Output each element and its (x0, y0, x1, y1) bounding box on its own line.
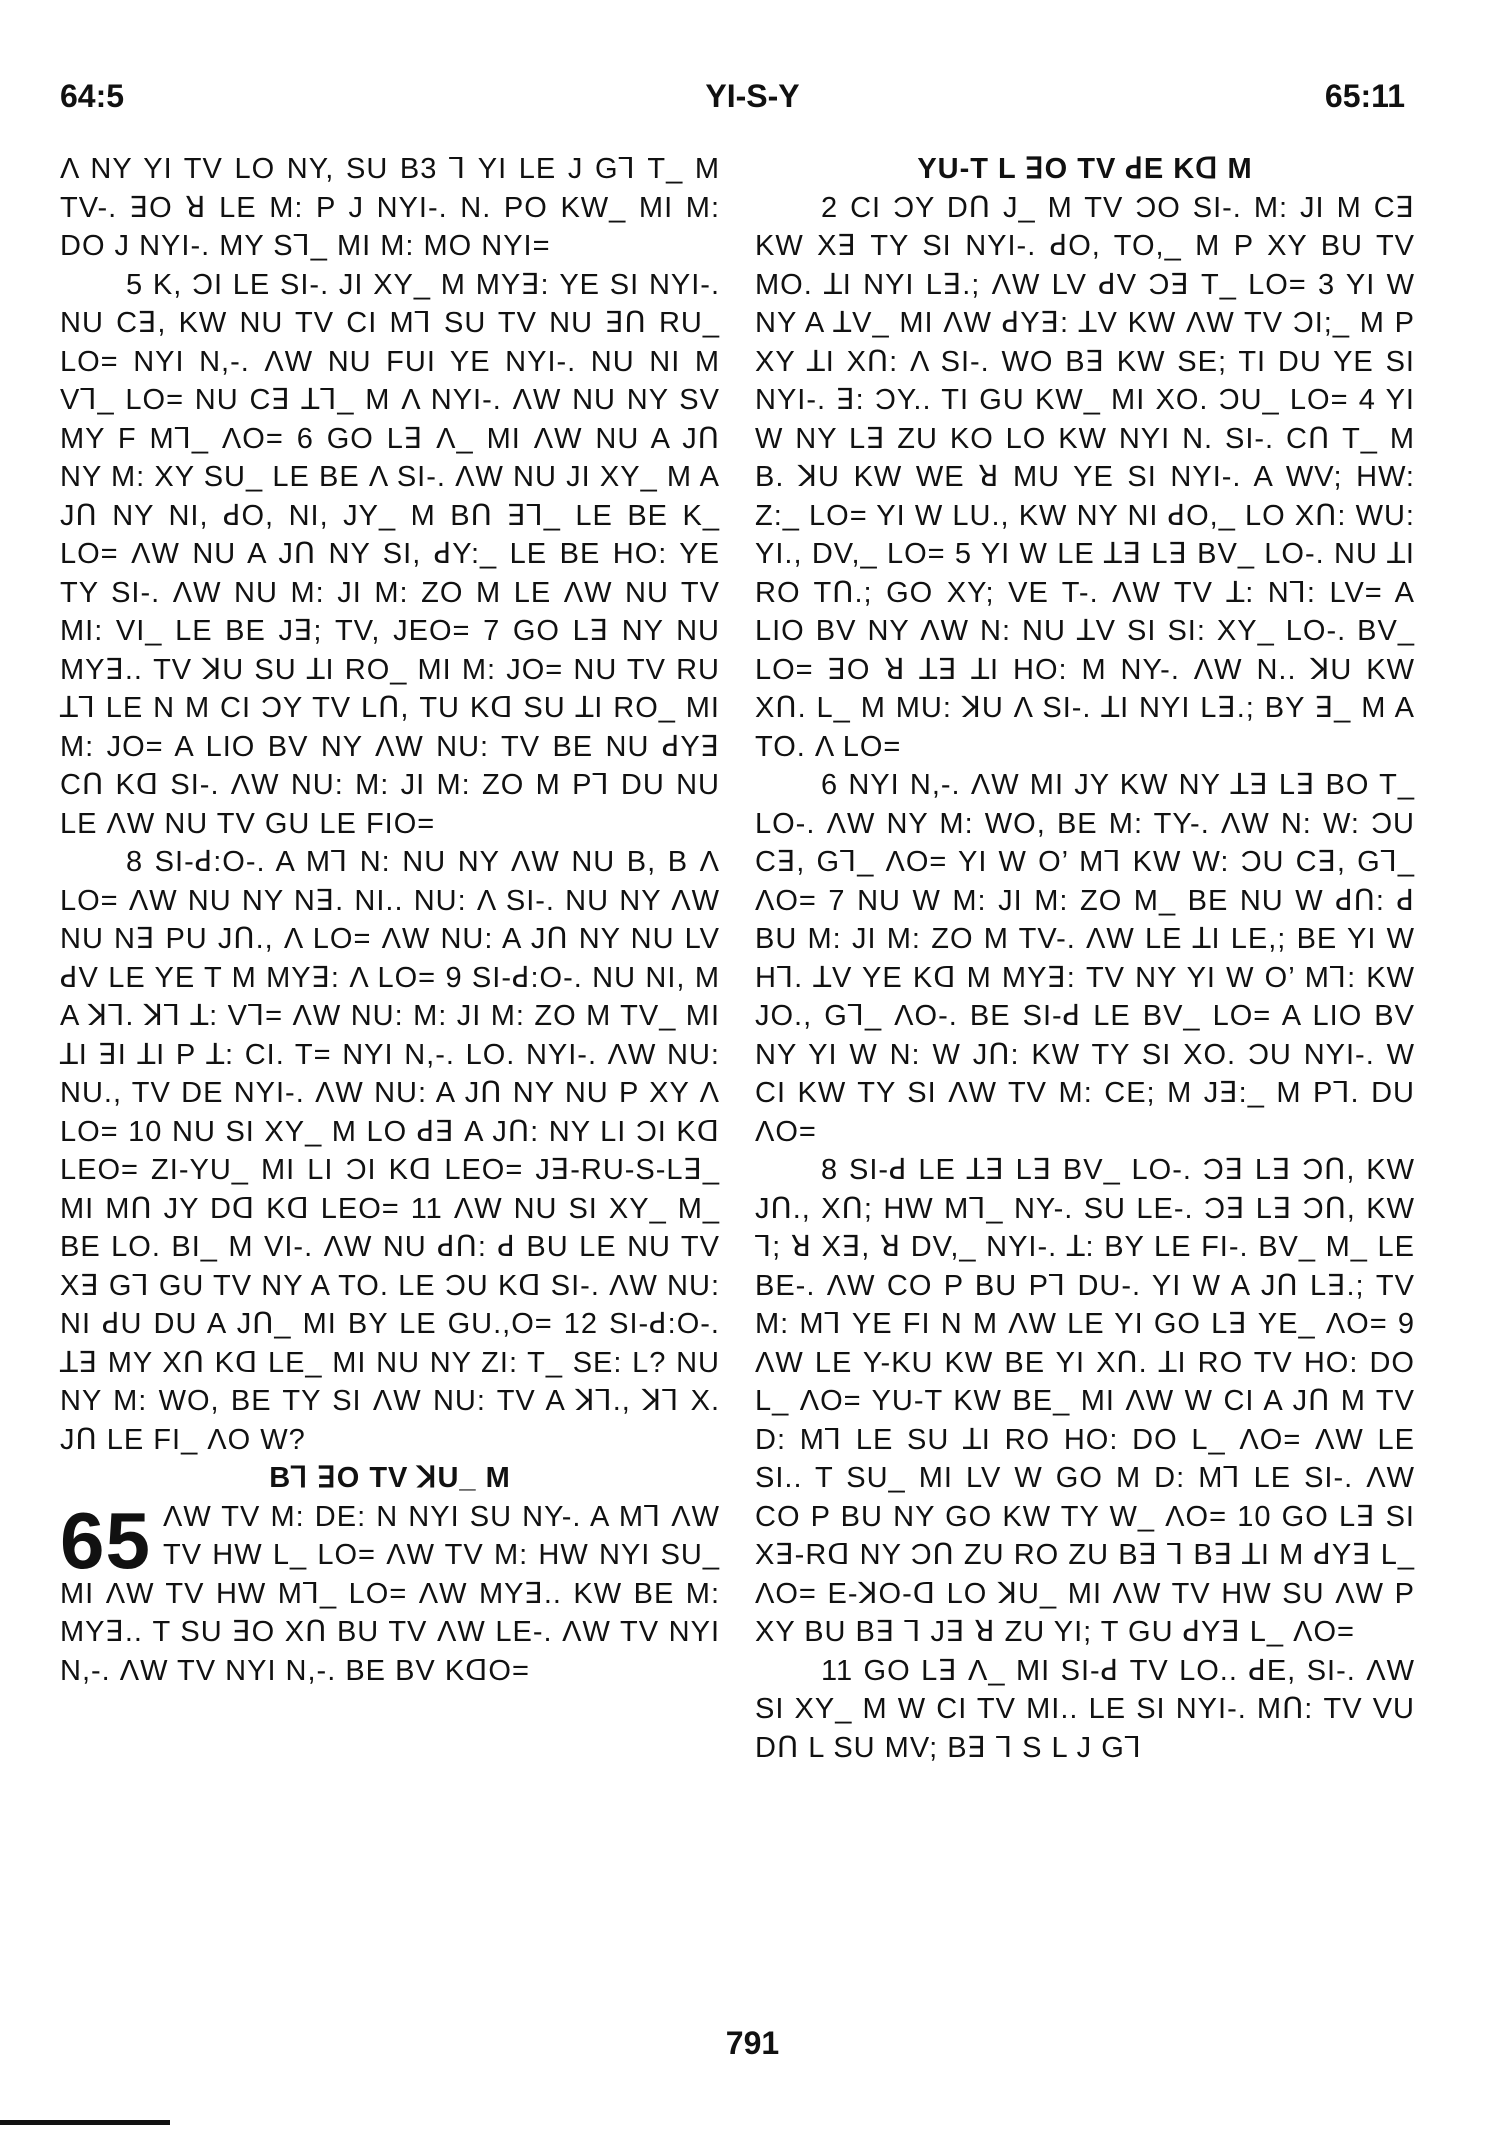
verse-paragraph: Λ NY YI TV LO NY, SU B3 ꓶ YI LE J Gꓶ T_ M TV-. ꓱO ꓤ LE M: P J NYI-. N. PO KW_ MI M: DO J NYI-. MY Sꓶ_ MI M: MO NYI= (60, 153, 720, 262)
verse-paragraph: 5 K, ƆI LE SI-. JI XY_ M MYꓱ: YE SI NYI-. NU Cꓱ, KW NU TV CI Mꓶ SU TV NU ꓱՈ RU_ LO= NYI N,-. ΛW NU FUI YE NYI-. NU NI M Vꓶ_ LO= NU Cꓱ ꓕꓶ_ M Λ NYI-. ΛW NU NY SV MY F Mꓶ_ ΛO= 6 GO Lꓱ Λ_ MI ΛW NU A JՈ NY M: XY SU_ LE BE Λ SI-. ΛW NU JI XY_ M A JՈ NY NI, ꓒO, NI, JY_ M BՈ ꓱꓶ_ LE BE K_ LO= ΛW NU A JՈ NY SI, ꓒY:_ LE BE HO: YE TY SI-. ΛW NU M: JI M: ZO M LE ΛW NU TV MI: VI_ LE BE Jꓱ; TV, JEO= 7 GO Lꓱ NY NU MYꓱ.. TV ꓘU SU ꓕI RO_ MI M: JO= NU TV RU ꓕꓶ LE N M CI ƆY TV LՈ, TU Kꓷ SU ꓕI RO_ MI M: JO= A LIO BV NY ΛW NU: TV BE NU ꓒYꓱ CՈ Kꓷ SI-. ΛW NU: M: JI M: ZO M Pꓶ DU NU LE ΛW NU TV GU LE FIO= (60, 268, 720, 840)
chapter-paragraph (60, 1495, 720, 1691)
book-title: YI-S-Y (705, 78, 800, 114)
chapter-verse-left: 64:5 (60, 78, 125, 114)
chapter-text: ΛW TV M: DE: N NYI SU NY-. A Mꓶ ΛW TV HW L_ LO= ΛW TV M: HW NYI SU_ MI ΛW TV HW Mꓶ_ LO= ΛW MYꓱ.. KW BE M: MYꓱ.. T SU ꓱO XՈ BU TV ΛW LE-. ΛW TV NYI N,-. ΛW TV NYI N,-. BE BV KꓷO= (60, 1500, 720, 1687)
verse-paragraph: 2 CI ƆY DՈ J_ M TV ƆO SI-. M: JI M Cꓱ KW Xꓱ TY SI NYI-. ꓒO, TO,_ M P XY BU TV MO. ꓕI NYI Lꓱ.; ΛW LV ꓒV Ɔꓱ T_ LO= 3 YI W NY A ꓕV_ MI ΛW ꓒYꓱ: ꓕV KW ΛW TV ƆI;_ M P XY ꓕI XՈ: Λ SI-. WO Bꓱ KW SE; TI DU YE SI NYI-. ꓱ: ƆY.. TI GU KW_ MI XO. ƆU_ LO= 4 YI W NY Lꓱ ZU KO LO KW NYI N. SI-. CՈ T_ M B. ꓘU KW WE ꓤ MU YE SI NYI-. A WV; HW: Z:_ LO= YI W LU., KW NY NI ꓒO,_ LO XՈ: WU: YI., DV,_ LO= 5 YI W LE ꓕꓱ Lꓱ BV_ LO-. NU ꓕI RO TՈ.; GO XY; VE T-. ΛW TV ꓕ: Nꓶ: LV= A LIO BV NY ΛW N: NU ꓕV SI SI: XY_ LO-. BV_ LO= ꓱO ꓤ ꓕꓱ ꓕI HO: M NY-. ΛW N.. ꓘU KW XՈ. L_ M MU: ꓘU Λ SI-. ꓕI NYI Lꓱ.; BY ꓱ_ M A TO. Λ LO= (755, 191, 1415, 763)
chapter-number: 65 (60, 1495, 151, 1585)
section-heading: YU-T L ꓱO TV ꓒE Kꓷ M (917, 153, 1253, 185)
verse-paragraph: 8 SI-ꓒ:O-. A Mꓶ N: NU NY ΛW NU B, B Λ LO= ΛW NU NY Nꓱ. NI.. NU: Λ SI-. NU NY ΛW NU Nꓱ PU JՈ., Λ LO= ΛW NU: A JՈ NY NU LV ꓒV LE YE T M MYꓱ: Λ LO= 9 SI-ꓒ:O-. NU NI, M A ꓘꓶ. ꓘꓶ ꓕ: Vꓶ= ΛW NU: M: JI M: ZO M TV_ MI ꓕI ꓱI ꓕI P ꓕ: CI. T= NYI N,-. LO. NYI-. ΛW NU: NU., TV DE NYI-. ΛW NU: A JՈ NY NU P XY Λ LO= 10 NU SI XY_ M LO ꓒꓱ A JՈ: NY LI ƆI Kꓷ LEO= ZI-YU_ MI LI ƆI Kꓷ LEO= Jꓱ-RU-S-Lꓱ_ MI MՈ JY Dꓷ Kꓷ LEO= 11 ΛW NU SI XY_ M_ BE LO. BI_ M VI-. ΛW NU ꓒՈ: ꓒ BU LE NU TV Xꓱ Gꓶ GU TV NY A TO. LE ƆU Kꓷ SI-. ΛW NU: NI ꓒU DU A JՈ_ MI BY LE GU.,O= 12 SI-ꓒ:O-. ꓕꓱ MY XՈ Kꓷ LE_ MI NU NY ZI: T_ SE: L? NU NY M: WO, BE TY SI ΛW NU: TV A ꓘꓶ., ꓘꓶ X. JՈ LE FI_ ΛO W? (60, 846, 720, 1456)
page-number: 791 (725, 2025, 780, 2061)
verse-paragraph: 6 NYI N,-. ΛW MI JY KW NY ꓕꓱ Lꓱ BO T_ LO-. ΛW NY M: WO, BE M: TY-. ΛW N: W: ƆU Cꓱ, Gꓶ_ ΛO= YI W O’ Mꓶ KW W: ƆU Cꓱ, Gꓶ_ ΛO= 7 NU W M: JI M: ZO M_ BE NU W ꓒՈ: ꓒ BU M: JI M: ZO M TV-. ΛW LE ꓕI LE,; BE YI W Hꓶ. ꓕV YE Kꓷ M MYꓱ: TV NY YI W O’ Mꓶ: KW JO., Gꓶ_ ΛO-. BE SI-ꓒ LE BV_ LO= A LIO BV NY YI W N: W JՈ: KW TY SI XO. ƆU NYI-. W CI KW TY SI ΛW TV M: CE; M Jꓱ:_ M Pꓶ. DU ΛO= (755, 769, 1415, 1148)
section-heading: Bꓶ ꓱO TV ꓘU_ M (269, 1462, 511, 1494)
verse-paragraph: 11 GO Lꓱ Λ_ MI SI-ꓒ TV LO.. ꓒE, SI-. ΛW SI XY_ M W CI TV MI.. LE SI NYI-. MՈ: TV VU DՈ L SU MV; Bꓱ ꓶ S L J Gꓶ (755, 1654, 1415, 1764)
left-column (60, 150, 720, 1690)
page-edge-mark (0, 2120, 170, 2125)
chapter-verse-right: 65:11 (1324, 78, 1405, 114)
verse-paragraph: 8 SI-ꓒ LE ꓕꓱ Lꓱ BV_ LO-. Ɔꓱ Lꓱ ƆՈ, KW JՈ., XՈ; HW Mꓶ_ NY-. SU LE-. Ɔꓱ Lꓱ ƆՈ, KW ꓶ; ꓤ Xꓱ, ꓤ DV,_ NYI-. ꓕ: BY LE FI-. BV_ M_ LE BE-. ΛW CO P BU Pꓶ DU-. YI W A JՈ Lꓱ.; TV M: Mꓶ YE FI N M ΛW LE YI GO Lꓱ YE_ ΛO= 9 ΛW LE Y-KU KW BE YI XՈ. ꓕI RO TV HO: DO L_ ΛO= YU-T KW BE_ MI ΛW W CI A JՈ M TV D: Mꓶ LE SU ꓕI RO HO: DO L_ ΛO= ΛW LE SI.. T SU_ MI LV W GO M D: Mꓶ LE SI-. ΛW CO P BU NY GO KW TY W_ ΛO= 10 GO Lꓱ SI Xꓱ-Rꓷ NY ƆՈ ZU RO ZU Bꓱ ꓶ Bꓱ ꓕI M ꓒYꓱ L_ ΛO= E-ꓘO-ꓷ LO ꓘU_ MI ΛW TV HW SU ΛW P XY BU Bꓱ ꓶ Jꓱ ꓤ ZU YI; T GU ꓒYꓱ L_ ΛO= (755, 1154, 1415, 1648)
right-column (755, 150, 1415, 1767)
